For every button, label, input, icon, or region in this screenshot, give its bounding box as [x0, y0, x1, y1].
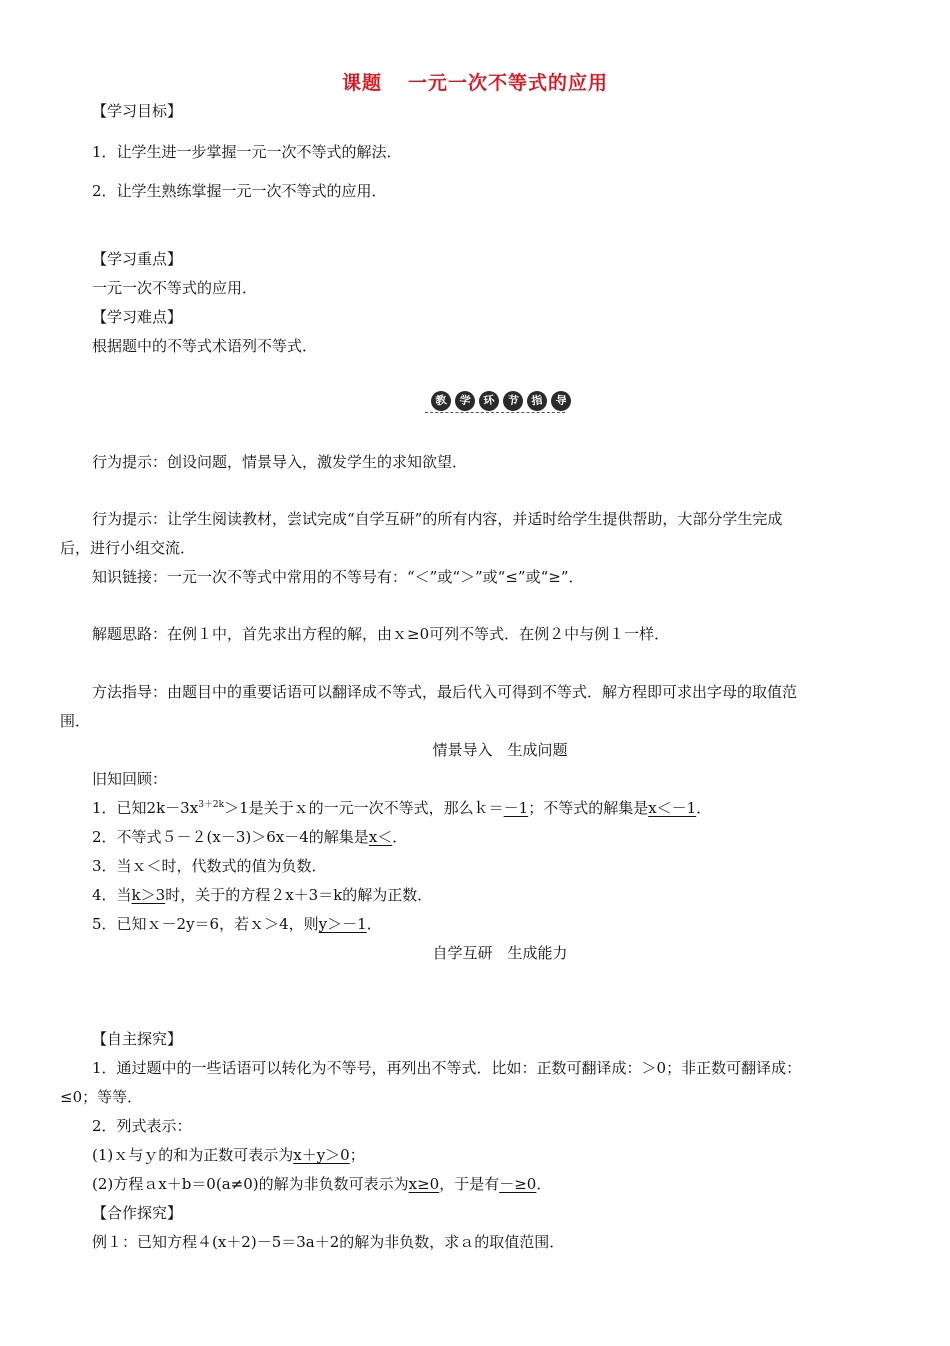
section-heading-selfstudy: 自学互研 生成能力	[432, 944, 568, 962]
method-guide-cont: 围．	[60, 712, 91, 730]
explore-item-2: 2．列式表示：	[92, 1117, 192, 1135]
review-question-4: 4．当k＞3时，关于的方程２x＋3＝k的解为正数．	[92, 886, 433, 904]
banner-char: 教	[430, 390, 453, 413]
review-question-1: 1．已知$2k-3x^{3+2k}>1$是关于ｘ的一元一次不等式，那么ｋ＝－1；不等式的解集是x＜－1．	[92, 799, 712, 817]
banner-char: 环	[478, 390, 501, 413]
behavior-hint-1: 行为提示：创设问题，情景导入，激发学生的求知欲望．	[92, 453, 468, 471]
review-question-5: 5．已知ｘ－2y＝6，若ｘ＞4，则y＞－1．	[92, 915, 382, 933]
solving-thinking: 解题思路：在例１中，首先求出方程的解，由ｘ≥0可列不等式．在例２中与例１一样．	[92, 625, 670, 643]
objectives-heading: 【学习目标】	[92, 102, 183, 120]
review-question-2: 2．不等式５－２(x－3)＞6x－4的解集是x＜．	[92, 828, 408, 846]
banner-char: 节	[502, 390, 525, 413]
difficulty-text: 根据题中的不等式术语列不等式．	[92, 337, 318, 355]
example-1: 例１：已知方程４(x＋2)－5＝3a＋2的解为非负数，求ａ的取值范围．	[92, 1233, 565, 1251]
banner-char: 学	[454, 390, 477, 413]
title-prefix: 课题	[341, 72, 382, 94]
answer-blank: －1	[503, 799, 529, 817]
difficulty-heading: 【学习难点】	[92, 308, 183, 326]
cooperation-heading: 【合作探究】	[92, 1204, 183, 1222]
answer-blank: y＞－1	[318, 915, 367, 933]
explore-item-1-cont: ≤0；等等．	[60, 1088, 143, 1106]
explore-heading: 【自主探究】	[92, 1030, 183, 1048]
banner-char: 指	[526, 390, 549, 413]
answer-blank: －≥0	[499, 1175, 537, 1193]
knowledge-link: 知识链接：一元一次不等式中常用的不等号有：“＜”或“＞”或“≤”或“≥”．	[92, 568, 584, 586]
review-label: 旧知回顾：	[92, 770, 168, 788]
explore-item-2-1: (1)ｘ与ｙ的和为正数可表示为x＋y＞0；	[92, 1146, 365, 1164]
teaching-guide-banner	[425, 390, 568, 418]
section-heading-intro: 情景导入 生成问题	[432, 741, 568, 759]
title-main: 一元一次不等式的应用	[408, 72, 609, 94]
review-question-3: 3．当ｘ＜时，代数式的值为负数．	[92, 857, 327, 875]
page-title	[0, 68, 950, 95]
banner-char: 导	[550, 390, 573, 413]
objective-item-1: 1．让学生进一步掌握一元一次不等式的解法．	[92, 143, 402, 161]
answer-blank: x＜	[368, 828, 393, 846]
answer-blank: x≥0	[408, 1175, 440, 1193]
answer-blank: k＞3	[131, 886, 166, 904]
objective-item-2: 2．让学生熟练掌握一元一次不等式的应用．	[92, 182, 387, 200]
method-guide: 方法指导：由题目中的重要话语可以翻译成不等式，最后代入可得到不等式．解方程即可求出字母的取值范	[92, 683, 798, 701]
focus-heading: 【学习重点】	[92, 250, 183, 268]
banner-dashed-rule	[425, 412, 565, 413]
answer-blank: x＜－1	[648, 799, 697, 817]
answer-blank: x＋y＞0	[293, 1146, 350, 1164]
focus-text: 一元一次不等式的应用．	[92, 279, 258, 297]
explore-item-2-2: (2)方程ａx＋b＝0(a≠0)的解为非负数可表示为x≥0，于是有－≥0．	[92, 1175, 552, 1193]
behavior-hint-2: 行为提示：让学生阅读教材，尝试完成“自学互研”的所有内容，并适时给学生提供帮助，大部分学生完成	[92, 510, 783, 528]
behavior-hint-2-cont: 后，进行小组交流．	[60, 539, 196, 557]
explore-item-1: 1．通过题中的一些话语可以转化为不等号，再列出不等式．比如：正数可翻译成：＞0；非正数可翻译成：	[92, 1059, 802, 1077]
